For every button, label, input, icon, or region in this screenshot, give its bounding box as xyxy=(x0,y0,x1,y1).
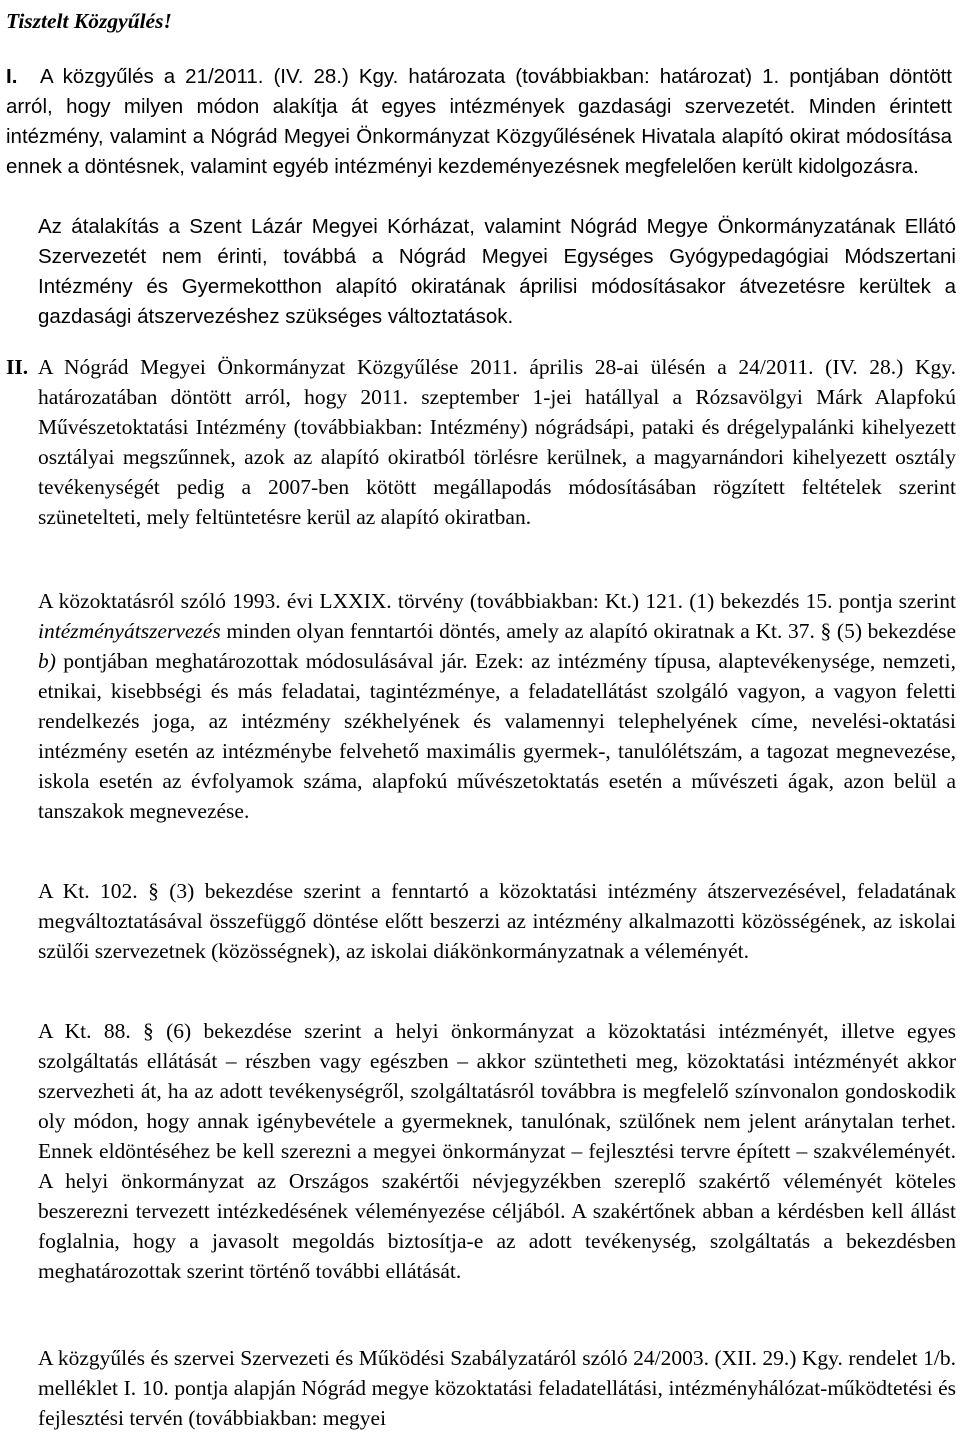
section-1-label: I. xyxy=(6,65,18,88)
paragraph-kt-121-pre: A közoktatásról szóló 1993. évi LXXIX. törvény (továbbiakban: Kt.) 121. (1) bekezdés 15. pontja szerint xyxy=(38,589,956,613)
paragraph-kt-121-italic-point: b) xyxy=(38,649,56,673)
salutation-heading: Tisztelt Közgyűlés! xyxy=(6,9,172,33)
paragraph-kt-121-mid: minden olyan fenntartói döntés, amely az alapító okiratnak a Kt. 37. § (5) bekezdése xyxy=(220,619,956,643)
section-1-paragraph xyxy=(6,62,952,182)
paragraph-kt-121-post: pontjában meghatározottak módosulásával jár. Ezek: az intézmény típusa, alaptevékenysége, nemzeti, etnikai, kisebbségi és más feladatai, tagintézménye, a feladatellátást szolgáló vagyon, a vagyon feletti rendelkezés joga, az intézmény székhelyének és valamennyi telephelyének címe, nevelési-oktatási intézmény esetén az intézménybe felvehető maximális gyermek-, tanulólétszám, a tagozat megnevezése, iskola esetén az évfolyamok száma, alapfokú művészetoktatás esetén a művészeti ágak, azon belül a tanszakok megnevezése. xyxy=(38,649,956,823)
paragraph-kt-88: A Kt. 88. § (6) bekezdése szerint a helyi önkormányzat a közoktatási intézményét, illetve egyes szolgáltatás ellátását – részben vagy egészben – akkor szüntetheti meg, közoktatási intézményét akkor szervezheti át, ha az adott tevékenységről, szolgáltatásról továbbra is megfelelő színvonalon gondoskodik oly módon, hogy annak igénybevétele a gyermeknek, tanulónak, szülőnek nem jelent aránytalan terhet. Ennek eldöntéséhez be kell szerezni a megyei önkormányzat – fejlesztési tervre épített – szakvéleményét. A helyi önkormányzat az Országos szakértői névjegyzékben szereplő szakértő véleményét köteles beszerezni tervezett intézkedésének véleményezése céljából. A szakértőnek abban a kérdésben kell állást foglalnia, hogy a javasolt megoldás biztosítja-e az adott tevékenység, szolgáltatás a bekezdésben meghatározottak szerint történő további ellátását. xyxy=(38,1019,956,1283)
paragraph-kt-102: A Kt. 102. § (3) bekezdése szerint a fenntartó a közoktatási intézmény átszervezésével, feladatának megváltoztatásával összefüggő döntése előtt beszerzi az intézmény alkalmazotti közösségének, az iskolai szülői szervezetnek (közösségnek), az iskolai diákönkormányzatnak a véleményét. xyxy=(38,879,956,963)
section-1-paragraph-2: Az átalakítás a Szent Lázár Megyei Kórházat, valamint Nógrád Megye Önkormányzatának Ellátó Szervezetét nem érinti, továbbá a Nógrád Megyei Egységes Gyógypedagógiai Módszertani Intézmény és Gyermekotthon alapító okiratának áprilisi módosításakor átvezetésre kerültek a gazdasági átszervezéshez szükséges változtatások. xyxy=(38,215,956,328)
paragraph-kt-121-italic-term: intézményátszervezés xyxy=(38,619,221,643)
section-2-paragraph: A Nógrád Megyei Önkormányzat Közgyűlése 2011. április 28-ai ülésén a 24/2011. (IV. 28.) Kgy. határozatában döntött arról, hogy 2011. szeptember 1-jei hatállyal a Rózsavölgyi Márk Alapfokú Művészetoktatási Intézmény (továbbiakban: Intézmény) nógrádsápi, pataki és drégelypalánki kihelyezett osztályai megszűnnek, azok az alapító okiratból törlésre kerülnek, a magyarnándori kihelyezett osztály tevékenységét pedig a 2007-ben kötött megállapodás módosításában rögzített feltételek szerint szünetelteti, mely feltüntetésre kerül az alapító okiratban. xyxy=(38,355,956,529)
section-1-text: A közgyűlés a 21/2011. (IV. 28.) Kgy. határozata (továbbiakban: határozat) 1. pontjában döntött arról, hogy milyen módon alakítja át egyes intézmények gazdasági szervezetét. Minden érintett intézmény, valamint a Nógrád Megyei Önkormányzat Közgyűlésének Hivatala alapító okirat módosítása ennek a döntésnek, valamint egyéb intézményi kezdeményezésnek megfelelően került kidolgozásra. xyxy=(6,65,952,178)
paragraph-kt-121 xyxy=(38,586,956,826)
paragraph-szmsz: A közgyűlés és szervei Szervezeti és Működési Szabályzatáról szóló 24/2003. (XII. 29.) Kgy. rendelet 1/b. melléklet I. 10. pontja alapján Nógrád megye közoktatási feladatellátási, intézményhálózat-működtetési és fejlesztési tervén (továbbiakban: megyei xyxy=(38,1346,956,1430)
section-2-label: II. xyxy=(6,355,29,379)
